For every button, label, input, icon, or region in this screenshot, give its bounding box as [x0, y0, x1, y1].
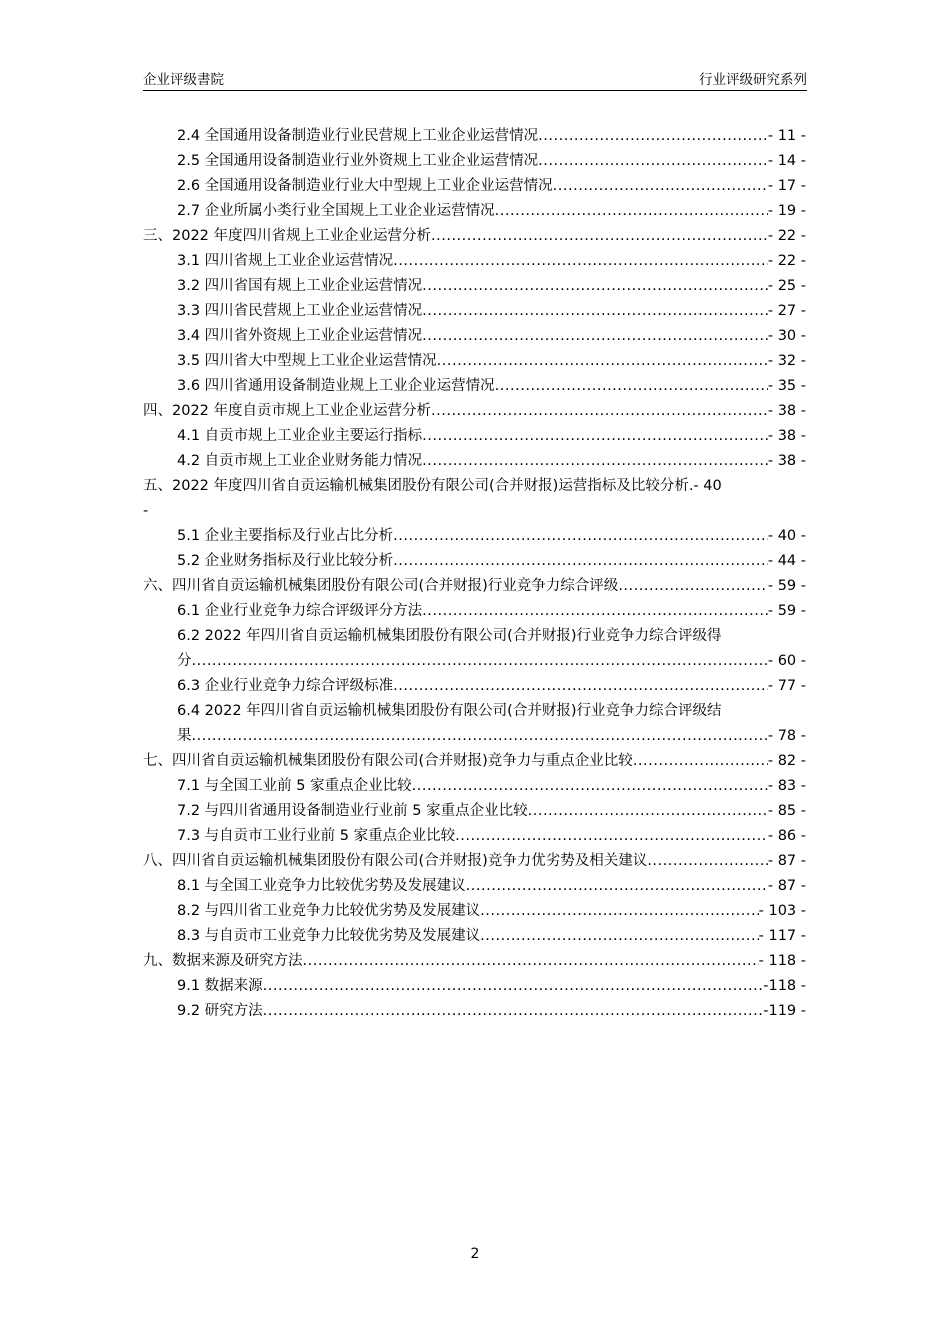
toc-dot-leader [422, 274, 768, 299]
toc-entry-page: - 83 - [767, 778, 806, 794]
toc-entry-page: - 35 - [767, 378, 806, 394]
toc-entry-title: 7.3 与自贡市工业行业前 5 家重点企业比较 [177, 828, 456, 844]
toc-entry-title: 3.6 四川省通用设备制造业规上工业企业运营情况 [177, 378, 495, 394]
toc-entry[interactable] [143, 399, 806, 424]
toc-entry[interactable] [143, 824, 806, 849]
toc-entry[interactable] [143, 174, 806, 199]
toc-entry-title: 3.4 四川省外资规上工业企业运营情况 [177, 328, 423, 344]
toc-dot-leader [422, 449, 768, 474]
toc-entry-page: - 30 - [767, 328, 806, 344]
toc-entry-page: - 22 - [767, 228, 806, 244]
toc-dot-leader [647, 849, 768, 874]
toc-entry-title: 3.5 四川省大中型规上工业企业运营情况 [177, 353, 437, 369]
toc-entry-title: 8.3 与自贡市工业竞争力比较优劣势及发展建议 [177, 928, 481, 944]
table-of-contents [143, 124, 806, 1024]
toc-entry-page: - 38 - [767, 428, 806, 444]
toc-entry-page: - 44 - [767, 553, 806, 569]
toc-dot-leader [455, 824, 768, 849]
toc-entry[interactable] [143, 624, 806, 649]
toc-entry[interactable] [143, 974, 806, 999]
toc-entry-title: 5.1 企业主要指标及行业占比分析 [177, 528, 394, 544]
toc-entry-page: - 38 - [767, 453, 806, 469]
toc-entry-page: - 60 - [767, 653, 806, 669]
toc-entry-page: - 17 - [767, 178, 806, 194]
toc-entry-page: - 22 - [767, 253, 806, 269]
toc-dot-leader [495, 199, 768, 224]
toc-entry-title: 4.2 自贡市规上工业企业财务能力情况 [177, 453, 423, 469]
toc-dot-leader [553, 174, 768, 199]
toc-entry-page: - 77 - [767, 678, 806, 694]
toc-entry-page: - 59 - [767, 603, 806, 619]
toc-entry-page: - 32 - [767, 353, 806, 369]
toc-entry-title: 8.2 与四川省工业竞争力比较优劣势及发展建议 [177, 903, 481, 919]
toc-entry-title: 6.4 2022 年四川省自贡运输机械集团股份有限公司(合并财报)行业竞争力综合评级结 [177, 703, 722, 719]
toc-dot-leader [422, 324, 768, 349]
toc-entry-page: - 87 - [767, 853, 806, 869]
toc-entry[interactable] [143, 124, 806, 149]
toc-entry[interactable] [143, 699, 806, 724]
toc-entry-title: 2.5 全国通用设备制造业行业外资规上工业企业运营情况 [177, 153, 539, 169]
toc-entry-title: 5.2 企业财务指标及行业比较分析 [177, 553, 394, 569]
toc-entry[interactable] [143, 449, 806, 474]
toc-entry-title: 6.2 2022 年四川省自贡运输机械集团股份有限公司(合并财报)行业竞争力综合评级得 [177, 628, 722, 644]
toc-entry[interactable] [143, 749, 806, 774]
toc-entry-page: - 82 - [767, 753, 806, 769]
toc-entry-title: 6.3 企业行业竞争力综合评级标准 [177, 678, 394, 694]
toc-entry-title: 3.1 四川省规上工业企业运营情况 [177, 253, 394, 269]
toc-entry-title: 九、数据来源及研究方法 [143, 953, 303, 969]
toc-entry-title: 八、四川省自贡运输机械集团股份有限公司(合并财报)竞争力优劣势及相关建议 [143, 853, 648, 869]
toc-entry-title: 2.4 全国通用设备制造业行业民营规上工业企业运营情况 [177, 128, 539, 144]
toc-entry-title: 3.3 四川省民营规上工业企业运营情况 [177, 303, 423, 319]
toc-dot-leader [480, 924, 758, 949]
toc-entry-page: - 87 - [767, 878, 806, 894]
toc-entry[interactable] [143, 949, 806, 974]
toc-dot-leader [633, 749, 768, 774]
toc-entry[interactable] [143, 899, 806, 924]
toc-dot-leader [393, 249, 768, 274]
toc-entry-title: 三、2022 年度四川省规上工业企业运营分析 [143, 228, 432, 244]
toc-entry-page: -119 - [763, 1003, 806, 1019]
toc-entry[interactable] [143, 424, 806, 449]
toc-entry-title-wrap: - [143, 503, 149, 519]
toc-entry-page: - 103 - [758, 903, 806, 919]
toc-entry-title: 六、四川省自贡运输机械集团股份有限公司(合并财报)行业竞争力综合评级 [143, 578, 619, 594]
toc-entry[interactable] [143, 224, 806, 249]
toc-dot-leader [480, 899, 758, 924]
toc-dot-leader [528, 799, 768, 824]
toc-entry-title: 9.1 数据来源 [177, 978, 263, 994]
toc-entry[interactable] [143, 299, 806, 324]
toc-entry[interactable] [143, 924, 806, 949]
toc-entry-page: - 117 - [758, 928, 806, 944]
toc-entry-page: - 118 - [758, 953, 806, 969]
toc-dot-leader [393, 549, 768, 574]
toc-entry[interactable] [143, 199, 806, 224]
toc-entry-continuation[interactable] [143, 499, 806, 524]
toc-dot-leader [263, 999, 764, 1024]
toc-entry-title: 8.1 与全国工业竞争力比较优劣势及发展建议 [177, 878, 466, 894]
toc-dot-leader [437, 349, 768, 374]
toc-entry[interactable] [143, 349, 806, 374]
page-number: 2 [470, 1246, 480, 1262]
header-right-title: 行业评级研究系列 [699, 72, 807, 88]
toc-dot-leader [422, 424, 768, 449]
toc-entry[interactable] [143, 474, 806, 499]
toc-dot-leader [263, 974, 764, 999]
toc-entry-title: 7.2 与四川省通用设备制造业行业前 5 家重点企业比较 [177, 803, 528, 819]
toc-entry-title: 3.2 四川省国有规上工业企业运营情况 [177, 278, 423, 294]
toc-entry-title-wrap: 分 [177, 653, 192, 669]
toc-entry[interactable] [143, 799, 806, 824]
page-header [143, 68, 807, 91]
toc-entry[interactable] [143, 999, 806, 1024]
toc-entry-title: 四、2022 年度自贡市规上工业企业运营分析 [143, 403, 432, 419]
toc-entry-page: - 14 - [767, 153, 806, 169]
toc-dot-leader [192, 724, 768, 749]
toc-entry[interactable] [143, 849, 806, 874]
toc-dot-leader [393, 674, 768, 699]
toc-dot-leader [618, 574, 768, 599]
toc-dot-leader [495, 374, 768, 399]
toc-entry-continuation[interactable] [143, 724, 806, 749]
toc-dot-leader [192, 649, 768, 674]
toc-entry-page: - 11 - [767, 128, 806, 144]
toc-entry-title: 2.6 全国通用设备制造业行业大中型规上工业企业运营情况 [177, 178, 553, 194]
toc-dot-leader [303, 949, 759, 974]
toc-dot-leader [422, 299, 768, 324]
toc-entry-page: - 38 - [767, 403, 806, 419]
toc-entry-title: 6.1 企业行业竞争力综合评级评分方法 [177, 603, 423, 619]
toc-entry[interactable] [143, 374, 806, 399]
toc-entry-continuation[interactable] [143, 649, 806, 674]
toc-entry[interactable] [143, 774, 806, 799]
toc-entry-page: - 19 - [767, 203, 806, 219]
toc-entry-page: -118 - [763, 978, 806, 994]
toc-entry-page: - 59 - [767, 578, 806, 594]
toc-entry-title: 4.1 自贡市规上工业企业主要运行指标 [177, 428, 423, 444]
toc-entry[interactable] [143, 149, 806, 174]
toc-dot-leader [422, 599, 768, 624]
toc-entry-page: - 27 - [767, 303, 806, 319]
toc-dot-leader [538, 124, 768, 149]
toc-entry[interactable] [143, 574, 806, 599]
toc-entry[interactable] [143, 549, 806, 574]
toc-dot-leader [431, 399, 768, 424]
toc-entry[interactable] [143, 524, 806, 549]
toc-entry-title: 七、四川省自贡运输机械集团股份有限公司(合并财报)竞争力与重点企业比较 [143, 753, 633, 769]
toc-entry-title: 9.2 研究方法 [177, 1003, 263, 1019]
toc-entry-title: 五、2022 年度四川省自贡运输机械集团股份有限公司(合并财报)运营指标及比较分析.- 40 [143, 478, 722, 494]
toc-entry[interactable] [143, 674, 806, 699]
toc-entry-title: 7.1 与全国工业前 5 家重点企业比较 [177, 778, 412, 794]
toc-entry-title-wrap: 果 [177, 728, 192, 744]
toc-dot-leader [538, 149, 768, 174]
toc-dot-leader [412, 774, 768, 799]
toc-entry-page: - 86 - [767, 828, 806, 844]
toc-entry[interactable] [143, 249, 806, 274]
toc-dot-leader [466, 874, 768, 899]
toc-entry-page: - 85 - [767, 803, 806, 819]
toc-entry-page: - 78 - [767, 728, 806, 744]
toc-entry[interactable] [143, 599, 806, 624]
toc-entry[interactable] [143, 874, 806, 899]
toc-entry[interactable] [143, 274, 806, 299]
toc-entry-page: - 25 - [767, 278, 806, 294]
toc-entry[interactable] [143, 324, 806, 349]
header-left-title: 企业评级書院 [143, 72, 224, 88]
toc-dot-leader [431, 224, 768, 249]
toc-dot-leader [393, 524, 768, 549]
toc-entry-page: - 40 - [767, 528, 806, 544]
toc-entry-title: 2.7 企业所属小类行业全国规上工业企业运营情况 [177, 203, 495, 219]
